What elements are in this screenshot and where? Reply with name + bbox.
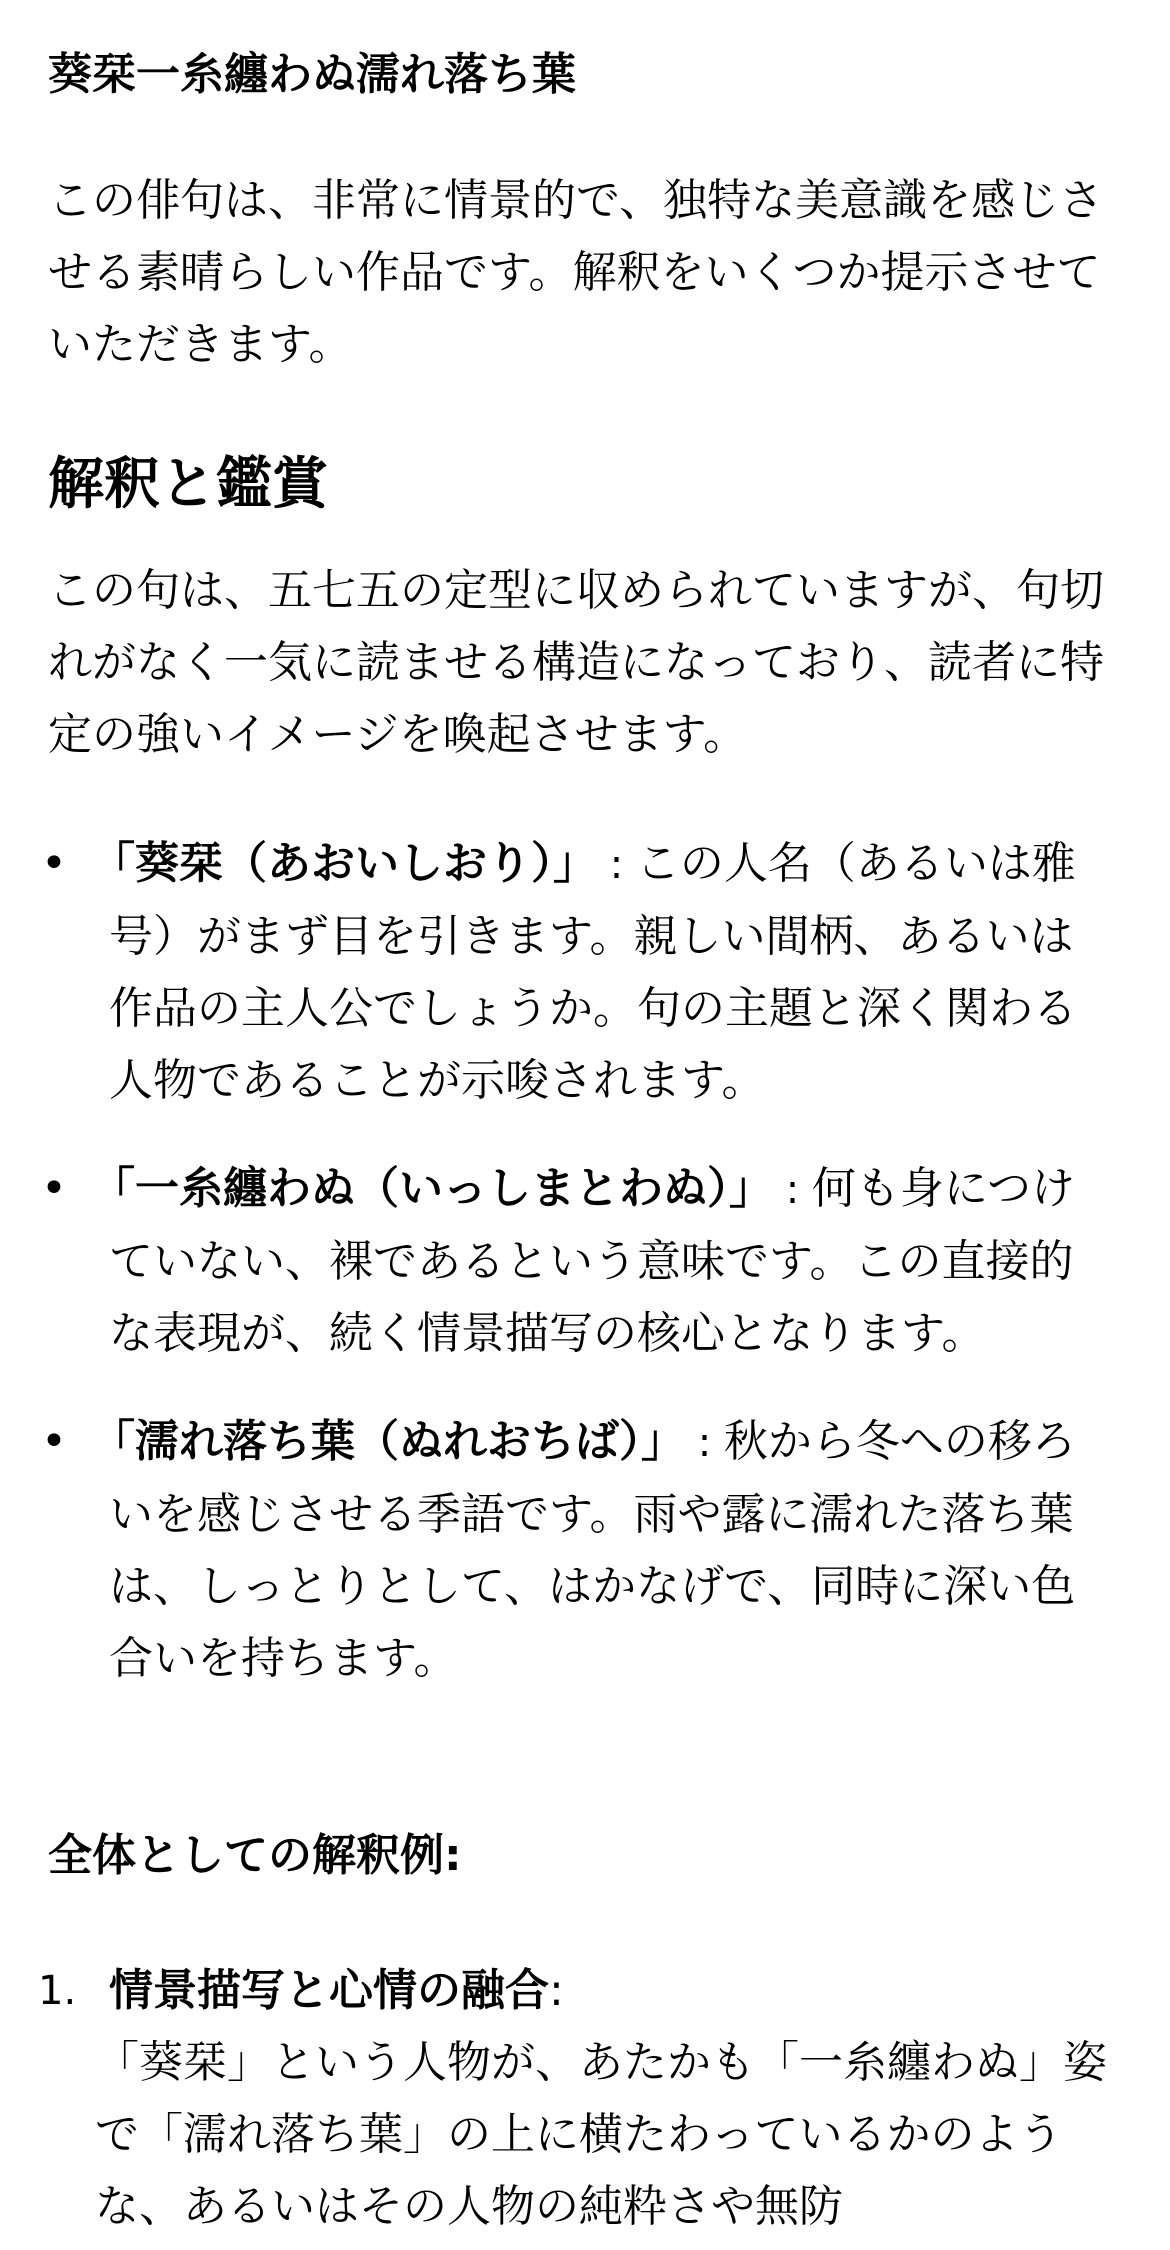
section-heading: 解釈と鑑賞 (48, 452, 328, 517)
overall-heading: 全体としての解釈例: (48, 1830, 462, 1881)
interpretation-body: 「葵栞」という人物が、あたかも「一糸纏わぬ」姿で「濡れ落ち葉」の上に横たわっているかのような、あるいはその人物の純粋さや無防 (95, 2037, 1107, 2232)
section-paragraph: この句は、五七五の定型に収められていますが、句切れがなく一気に読ませる構造になっており、読者に特定の強いイメージを喚起させます。 (48, 565, 1104, 760)
list-item (0, 828, 1114, 1117)
bullet-icon: • (41, 838, 67, 889)
interpretation-list (0, 1955, 1170, 2243)
term-separator: : (685, 1420, 724, 1466)
list-item (0, 1153, 1114, 1370)
term-label: 「葵栞（あおいしおり）」 (91, 838, 597, 889)
term-label: 「一糸纏わぬ（いっしまとわぬ）」 (91, 1163, 773, 1214)
term-description: この人名（あるいは雅号）がまず目を引きます。親しい間柄、あるいは作品の主人公でしょうか。句の主題と深く関わる人物であることが示唆されます。 (109, 838, 1077, 1106)
interpretation-title: 情景描写と心情の融合 (109, 1965, 549, 2016)
term-label: 「濡れ落ち葉（ぬれおちば）」 (91, 1416, 685, 1467)
term-description: 何も身につけていない、裸であるという意味です。この直接的な表現が、続く情景描写の核心となります。 (109, 1163, 1076, 1359)
bullet-icon: • (41, 1163, 67, 1214)
list-item (0, 1955, 1114, 2243)
term-separator: : (597, 842, 636, 888)
interpretation-colon: : (549, 1965, 564, 2016)
term-description: 秋から冬への移ろいを感じさせる季語です。雨や露に濡れた落ち葉は、しっとりとして、はかなげで、同時に深い色合いを持ちます。 (109, 1416, 1076, 1684)
term-separator: : (773, 1167, 812, 1213)
poem-title: 葵栞一糸纏わぬ濡れ落ち葉 (48, 49, 576, 100)
term-list (0, 828, 1170, 1731)
list-item (0, 1406, 1114, 1695)
bullet-icon: • (41, 1416, 67, 1467)
intro-paragraph: この俳句は、非常に情景的で、独特な美意識を感じさせる素晴らしい作品です。解釈をいくつか提示させていただきます。 (48, 175, 1104, 370)
list-number: 1. (38, 1968, 77, 2014)
